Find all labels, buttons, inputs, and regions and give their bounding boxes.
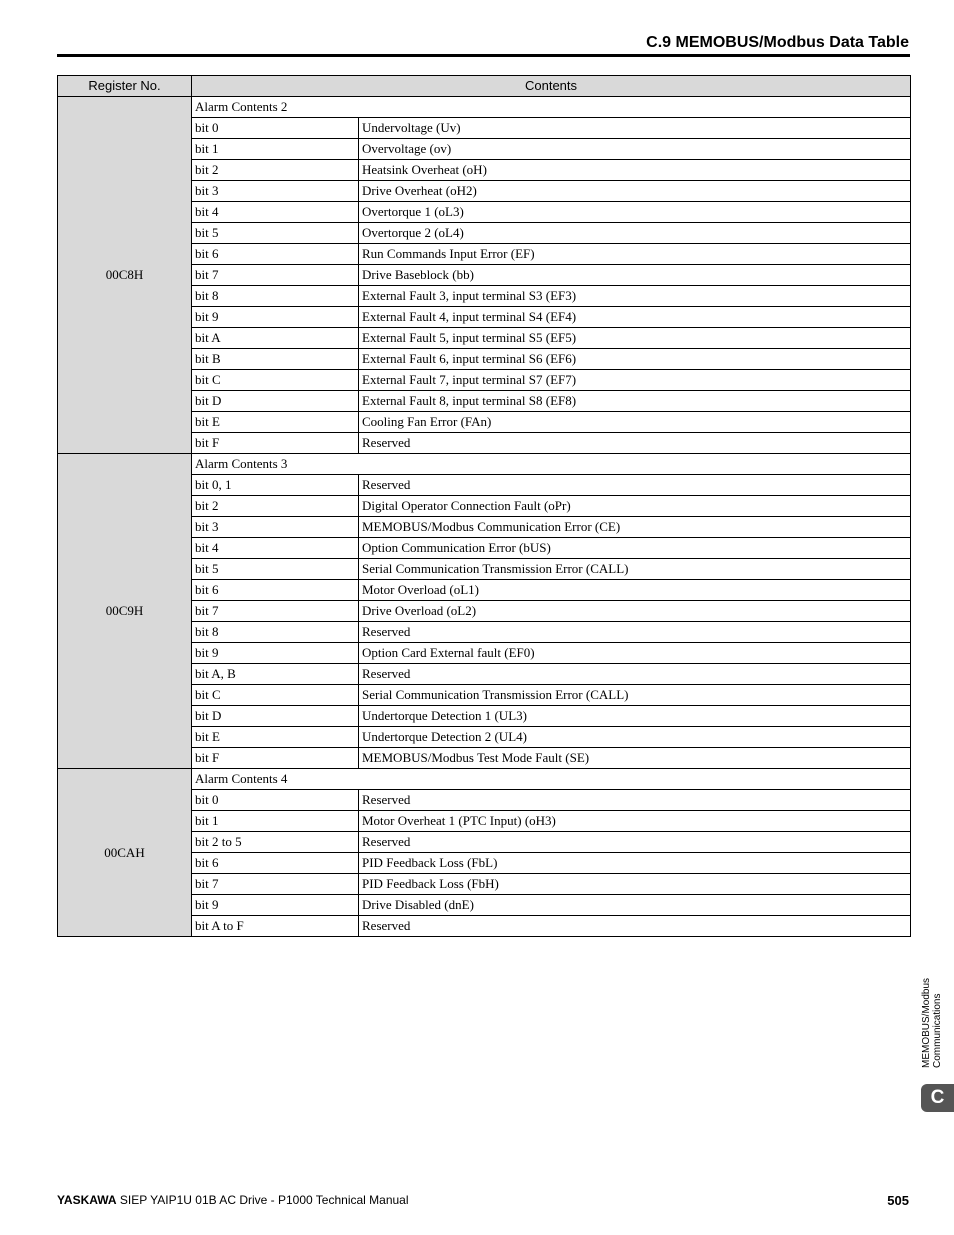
header-rule — [57, 54, 910, 57]
bit-cell: bit 0 — [192, 118, 359, 139]
description-cell: External Fault 5, input terminal S5 (EF5) — [359, 328, 911, 349]
description-cell: Reserved — [359, 790, 911, 811]
bit-cell: bit D — [192, 391, 359, 412]
group-title: Alarm Contents 2 — [192, 97, 911, 118]
description-cell: Serial Communication Transmission Error (CALL) — [359, 685, 911, 706]
register-number: 00C9H — [58, 454, 192, 769]
description-cell: MEMOBUS/Modbus Test Mode Fault (SE) — [359, 748, 911, 769]
group-title: Alarm Contents 3 — [192, 454, 911, 475]
bit-cell: bit 3 — [192, 517, 359, 538]
description-cell: External Fault 8, input terminal S8 (EF8) — [359, 391, 911, 412]
table-header-row — [58, 76, 911, 97]
bit-cell: bit 0, 1 — [192, 475, 359, 496]
bit-cell: bit 6 — [192, 580, 359, 601]
description-cell: Heatsink Overheat (oH) — [359, 160, 911, 181]
bit-cell: bit 1 — [192, 811, 359, 832]
bit-cell: bit D — [192, 706, 359, 727]
bit-cell: bit 2 — [192, 496, 359, 517]
register-number: 00C8H — [58, 97, 192, 454]
bit-cell: bit A, B — [192, 664, 359, 685]
bit-cell: bit 8 — [192, 622, 359, 643]
description-cell: Reserved — [359, 622, 911, 643]
description-cell: Run Commands Input Error (EF) — [359, 244, 911, 265]
chapter-label-line1: MEMOBUS/Modbus — [921, 977, 932, 1068]
description-cell: Motor Overheat 1 (PTC Input) (oH3) — [359, 811, 911, 832]
description-cell: Overvoltage (ov) — [359, 139, 911, 160]
table-row — [58, 454, 911, 475]
description-cell: Option Communication Error (bUS) — [359, 538, 911, 559]
bit-cell: bit B — [192, 349, 359, 370]
description-cell: PID Feedback Loss (FbH) — [359, 874, 911, 895]
bit-cell: bit E — [192, 727, 359, 748]
bit-cell: bit 9 — [192, 643, 359, 664]
table-row — [58, 97, 911, 118]
description-cell: Undervoltage (Uv) — [359, 118, 911, 139]
description-cell: Digital Operator Connection Fault (oPr) — [359, 496, 911, 517]
bit-cell: bit 3 — [192, 181, 359, 202]
description-cell: Cooling Fan Error (FAn) — [359, 412, 911, 433]
description-cell: Reserved — [359, 832, 911, 853]
description-cell: Drive Disabled (dnE) — [359, 895, 911, 916]
bit-cell: bit 2 — [192, 160, 359, 181]
bit-cell: bit 0 — [192, 790, 359, 811]
bit-cell: bit 4 — [192, 202, 359, 223]
description-cell: Drive Baseblock (bb) — [359, 265, 911, 286]
description-cell: Overtorque 1 (oL3) — [359, 202, 911, 223]
bit-cell: bit 7 — [192, 265, 359, 286]
bit-cell: bit C — [192, 370, 359, 391]
description-cell: Serial Communication Transmission Error (CALL) — [359, 559, 911, 580]
page-number: 505 — [887, 1193, 909, 1208]
bit-cell: bit 1 — [192, 139, 359, 160]
description-cell: PID Feedback Loss (FbL) — [359, 853, 911, 874]
description-cell: Undertorque Detection 1 (UL3) — [359, 706, 911, 727]
memobus-data-table — [57, 75, 911, 937]
description-cell: External Fault 6, input terminal S6 (EF6) — [359, 349, 911, 370]
bit-cell: bit 9 — [192, 895, 359, 916]
bit-cell: bit 4 — [192, 538, 359, 559]
bit-cell: bit 2 to 5 — [192, 832, 359, 853]
description-cell: Drive Overheat (oH2) — [359, 181, 911, 202]
group-title: Alarm Contents 4 — [192, 769, 911, 790]
description-cell: Motor Overload (oL1) — [359, 580, 911, 601]
description-cell: Reserved — [359, 664, 911, 685]
description-cell: Reserved — [359, 916, 911, 937]
column-header-contents: Contents — [192, 76, 911, 97]
description-cell: Undertorque Detection 2 (UL4) — [359, 727, 911, 748]
description-cell: Overtorque 2 (oL4) — [359, 223, 911, 244]
description-cell: External Fault 3, input terminal S3 (EF3) — [359, 286, 911, 307]
description-cell: Drive Overload (oL2) — [359, 601, 911, 622]
register-number: 00CAH — [58, 769, 192, 937]
table-row — [58, 769, 911, 790]
bit-cell: bit E — [192, 412, 359, 433]
description-cell: Option Card External fault (EF0) — [359, 643, 911, 664]
bit-cell: bit 7 — [192, 874, 359, 895]
bit-cell: bit 8 — [192, 286, 359, 307]
section-title: C.9 MEMOBUS/Modbus Data Table — [646, 34, 909, 51]
bit-cell: bit 5 — [192, 559, 359, 580]
chapter-tab: C — [921, 1084, 954, 1112]
bit-cell: bit A — [192, 328, 359, 349]
bit-cell: bit 9 — [192, 307, 359, 328]
description-cell: MEMOBUS/Modbus Communication Error (CE) — [359, 517, 911, 538]
bit-cell: bit 7 — [192, 601, 359, 622]
footer-manual-title: SIEP YAIP1U 01B AC Drive - P1000 Technical Manual — [116, 1193, 409, 1207]
footer-brand: YASKAWA — [57, 1193, 117, 1207]
bit-cell: bit 6 — [192, 853, 359, 874]
bit-cell: bit F — [192, 433, 359, 454]
bit-cell: bit C — [192, 685, 359, 706]
description-cell: External Fault 7, input terminal S7 (EF7) — [359, 370, 911, 391]
description-cell: External Fault 4, input terminal S4 (EF4) — [359, 307, 911, 328]
column-header-register: Register No. — [58, 76, 192, 97]
description-cell: Reserved — [359, 475, 911, 496]
bit-cell: bit 6 — [192, 244, 359, 265]
footer-manual — [57, 1193, 409, 1207]
chapter-side-label — [921, 958, 943, 1068]
bit-cell: bit F — [192, 748, 359, 769]
bit-cell: bit A to F — [192, 916, 359, 937]
table-body — [58, 97, 911, 937]
chapter-label-line2: Communications — [932, 993, 943, 1068]
bit-cell: bit 5 — [192, 223, 359, 244]
description-cell: Reserved — [359, 433, 911, 454]
